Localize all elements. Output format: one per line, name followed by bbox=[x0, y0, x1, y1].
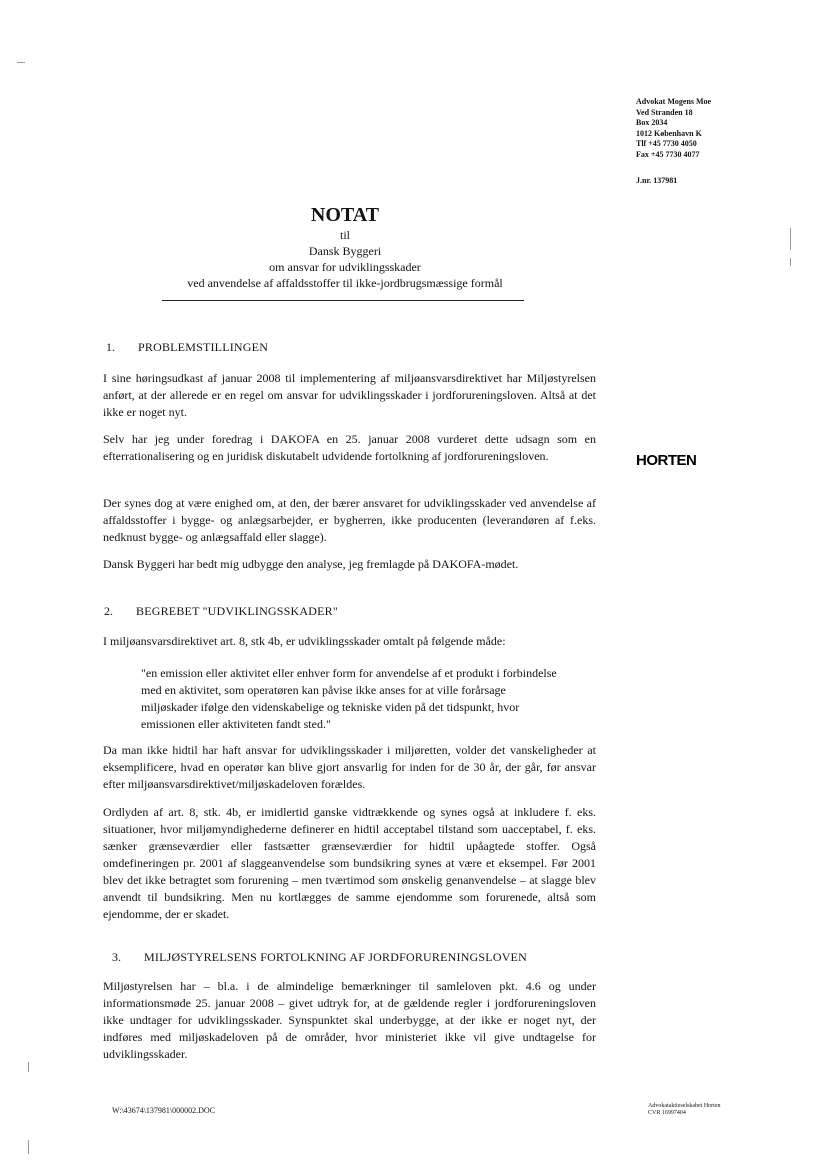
body-paragraph: Ordlyden af art. 8, stk. 4b, er imidlertid ganske vidtrækkende og synes også at inkludere f. eks. situationer, hvor miljømyndighederne definerer en hidtil acceptabel tilstand som uacceptabel, f. eks. sænker grænseværdier eller fastsætter grænseværdier for hidtil upåagtede stoffer. Også omdefineringen pr. 2001 af slaggeanvendelse som bundsikring synes at være et eksempel. Før 2001 blev det ikke betragtet som forurening – men tværtimod som ønskelig genanvendelse – at slagge blev anvendt til bundsikring. Men nu kortlægges de samme ejendomme som forurenede, altså som ejendomme, der er skadet. bbox=[103, 805, 596, 921]
title-divider bbox=[162, 300, 524, 301]
section-heading bbox=[112, 950, 527, 965]
title-line: Dansk Byggeri bbox=[308, 244, 382, 258]
section-number: 2. bbox=[104, 604, 113, 618]
title-line: til bbox=[339, 228, 350, 242]
scan-mark bbox=[28, 1062, 29, 1072]
footer-company-line: CVR 16997404 bbox=[648, 1110, 686, 1116]
scan-mark bbox=[790, 228, 791, 250]
sender-line: Box 2034 bbox=[636, 118, 668, 127]
body-paragraph: Miljøstyrelsen har – bl.a. i de almindelige bemærkninger til samleloven pkt. 4.6 og under informationsmøde 25. januar 2008 – givet udtryk for, at de gældende regler i jordforureningsloven ikke undtager for udviklingsskader. Synspunktet skal underbygge, at der ikke er noget nyt, der indføres med miljøskadeloven på de områder, hvor ministeriet ikke vil give undtagelse for udviklingsskader. bbox=[103, 979, 596, 1061]
section-number: 3. bbox=[112, 950, 121, 964]
sender-line: 1012 København K bbox=[636, 128, 702, 138]
sender-line: Advokat Mogens Moe bbox=[636, 97, 712, 106]
title-main: NOTAT bbox=[310, 204, 380, 226]
section-heading bbox=[106, 340, 268, 355]
sender-address bbox=[636, 97, 796, 160]
sender-line: Fax +45 7730 4077 bbox=[636, 149, 700, 159]
body-paragraph: Da man ikke hidtil har haft ansvar for udviklingsskader i miljøretten, volder det vanskeligheder at eksemplificere, hvad en operatør kan blive gjort ansvarlig for inden for de 30 år, der går, før ansvar efter miljøansvarsdirektivet/miljøskadeloven forældes. bbox=[103, 743, 596, 791]
sender-line: Tlf +45 7730 4050 bbox=[636, 139, 697, 148]
section-title: BEGREBET "UDVIKLINGSSKADER" bbox=[136, 604, 338, 618]
journal-number: J.nr. 137981 bbox=[636, 176, 678, 185]
body-paragraph: I miljøansvarsdirektivet art. 8, stk 4b, er udviklingsskader omtalt på følgende måde: bbox=[103, 634, 506, 648]
section-title: PROBLEMSTILLINGEN bbox=[138, 340, 269, 354]
title-line: ved anvendelse af affaldsstoffer til ikke-jordbrugsmæssige formål bbox=[187, 276, 503, 290]
body-paragraph: Dansk Byggeri har bedt mig udbygge den analyse, jeg fremlagde på DAKOFA-mødet. bbox=[103, 557, 519, 571]
company-logo: HORTEN bbox=[636, 452, 697, 469]
section-title: MILJØSTYRELSENS FORTOLKNING AF JORDFORURENINGSLOVEN bbox=[144, 950, 527, 964]
footer-file-path: W:\43674\137981\000002.DOC bbox=[112, 1106, 216, 1115]
section-heading bbox=[104, 604, 338, 619]
section-number: 1. bbox=[106, 340, 115, 354]
footer-company-line: Advokataktieselskabet Horten bbox=[648, 1103, 721, 1109]
scan-mark bbox=[28, 1140, 29, 1154]
body-paragraph: Der synes dog at være enighed om, at den, der bærer ansvaret for udviklingsskader ved anvendelse af affaldsstoffer i bygge- og anlægsarbejder, er bygherren, ikke producenten (leverandøren af f.eks. nedknust bygge- og anlægsaffald eller slagge). bbox=[103, 496, 596, 544]
document-title bbox=[150, 203, 540, 291]
sender-line: Ved Stranden 18 bbox=[636, 107, 693, 117]
scan-mark bbox=[790, 258, 791, 266]
body-paragraph: Selv har jeg under foredrag i DAKOFA en 25. januar 2008 vurderet dette udsagn som en efterrationalisering og en juridisk diskutabelt udvidende fortolkning af jordforureningsloven. bbox=[103, 432, 596, 463]
footer-company-info bbox=[648, 1103, 720, 1117]
scan-mark bbox=[17, 62, 25, 63]
title-line: om ansvar for udviklingsskader bbox=[269, 260, 421, 274]
body-paragraph: I sine høringsudkast af januar 2008 til implementering af miljøansvarsdirektivet har Miljøstyrelsen anført, at der allerede er en regel om ansvar for udviklingsskader i jordforureningsloven. Altså at det ikke er noget nyt. bbox=[103, 371, 596, 419]
block-quote: "en emission eller aktivitet eller enhver form for anvendelse af et produkt i forbindelse med en aktivitet, som operatøren kan påvise ikke anses for at ville forårsage miljøskader ifølge den videnskabelige og tekniske viden på det tidspunkt, hvor emissionen eller aktiviteten fandt sted." bbox=[141, 666, 557, 731]
